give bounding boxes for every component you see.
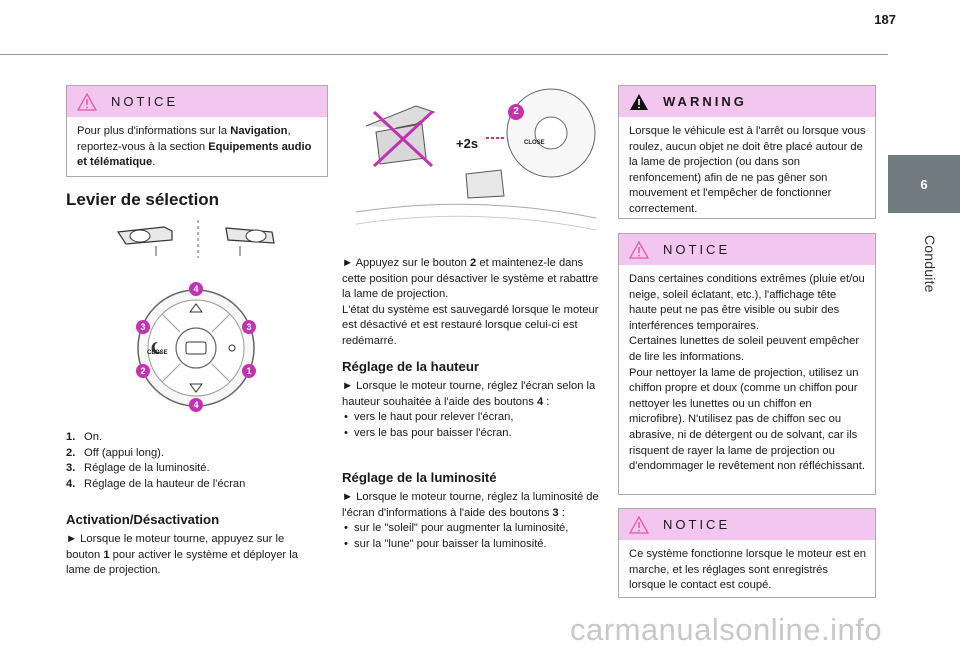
list-item: • vers le haut pour relever l'écran,	[342, 410, 604, 426]
list-item: • sur le "soleil" pour augmenter la luminosité,	[342, 521, 604, 537]
warning-triangle-icon	[77, 93, 97, 111]
callout-4-bottom: 4	[189, 398, 203, 412]
list-item: • vers le bas pour baisser l'écran.	[342, 426, 604, 442]
notice-body: Dans certaines conditions extrêmes (pluie et/ou neige, soleil éclatant, etc.), l'affichage tête haute peut ne pas être visible ou subir des interférences temporaires. Certaines lunettes de soleil peuvent empêcher de lire les informations. Pour nettoyer la lame de projection, utilisez un chiffon propre et doux (comme un chiffon pour nettoyer les lunettes ou un chiffon en microfibre). N'utilisez pas de chiffon sec ou abrasive, ni de détergent ou de solvant, car ils risquent de rayer la lame de projection ou d'endommager le revêtement non réfléchissant.	[629, 273, 865, 473]
legend-item: 3. Réglage de la luminosité.	[66, 462, 210, 475]
warning-triangle-icon	[629, 93, 649, 111]
hold-duration-label: +2s	[456, 136, 479, 151]
activation-heading: Activation/Désactivation	[66, 512, 220, 527]
chapter-label: Conduite	[922, 235, 938, 293]
warning-title: WARNING	[663, 94, 747, 109]
deactivation-text: ► Appuyez sur le bouton 2 et maintenez-le dans cette position pour désactiver le système et rabattre la lame de projection. L'état du système est sauvegardé lorsque le moteur est désactivé et est restauré lorsque celui-ci est redémarré.	[342, 257, 599, 347]
notice-title: NOTICE	[663, 242, 731, 257]
warning-header	[619, 86, 875, 117]
chapter-tab: 6	[888, 155, 960, 213]
hauteur-text: ► Lorsque le moteur tourne, réglez l'écran selon la hauteur souhaitée à l'aide des boutons 4 : • vers le haut pour relever l'écran, • vers le bas pour baisser l'écran.	[342, 379, 604, 441]
warning-box	[618, 85, 876, 219]
callout-1: 1	[242, 364, 256, 378]
notice-box-conditions	[618, 233, 876, 495]
deactivation-svg	[356, 86, 596, 236]
luminosite-text: ► Lorsque le moteur tourne, réglez la luminosité de l'écran d'informations à l'aide des boutons 3 : • sur le "soleil" pour augmenter la luminosité, • sur la "lune" pour baisser la luminosité.	[342, 490, 604, 552]
hauteur-heading: Réglage de la hauteur	[342, 359, 480, 374]
legend-item: 4. Réglage de la hauteur de l'écran	[66, 477, 246, 490]
headup-display-illustration	[116, 218, 281, 260]
list-item: • sur la "lune" pour baisser la luminosité.	[342, 537, 604, 553]
callout-3-right: 3	[242, 320, 256, 334]
notice-title: NOTICE	[111, 94, 179, 109]
notice-body: Pour plus d'informations sur la Navigation, reportez-vous à la section Equipements audio et télématique.	[77, 125, 312, 169]
callout-4-top: 4	[189, 282, 203, 296]
notice-header	[619, 234, 875, 265]
control-pad-svg	[134, 282, 258, 412]
notice-box-navigation	[66, 85, 328, 177]
top-rule	[0, 54, 888, 55]
warning-triangle-icon	[629, 241, 649, 259]
notice-body: Ce système fonctionne lorsque le moteur est en marche, et les réglages sont enregistrés lorsque le contact est coupé.	[629, 548, 866, 592]
callout-2: 2	[508, 104, 524, 120]
notice-title: NOTICE	[663, 517, 731, 532]
hauteur-list	[342, 410, 604, 441]
notice-box-system	[618, 508, 876, 598]
warning-body: Lorsque le véhicule est à l'arrêt ou lorsque vous roulez, aucun objet ne doit être placé autour de la lame de projection (ou dans son renfoncement) afin de ne pas gêner son mouvement et l'empêcher de fonctionner correctement.	[629, 125, 866, 215]
notice-header	[67, 86, 327, 117]
watermark: carmanualsonline.info	[570, 612, 883, 647]
callout-3-left: 3	[136, 320, 150, 334]
activation-text: ► Lorsque le moteur tourne, appuyez sur le bouton 1 pour activer le système et déployer la lame de projection.	[66, 533, 298, 577]
control-pad-diagram	[134, 282, 258, 412]
legend-item: 1. On.	[66, 431, 103, 443]
luminosite-heading: Réglage de la luminosité	[342, 470, 497, 485]
close-label: CLOSE	[524, 140, 545, 146]
notice-header	[619, 509, 875, 540]
callout-2: 2	[136, 364, 150, 378]
page-number: 187	[874, 12, 896, 27]
luminosite-list	[342, 521, 604, 552]
section-heading-levier: Levier de sélection	[66, 190, 220, 209]
legend-item: 2. Off (appui long).	[66, 446, 165, 459]
legend-list	[66, 430, 245, 492]
close-label: CLOSE	[147, 350, 168, 356]
deactivation-illustration	[356, 86, 596, 236]
warning-triangle-icon	[629, 516, 649, 534]
